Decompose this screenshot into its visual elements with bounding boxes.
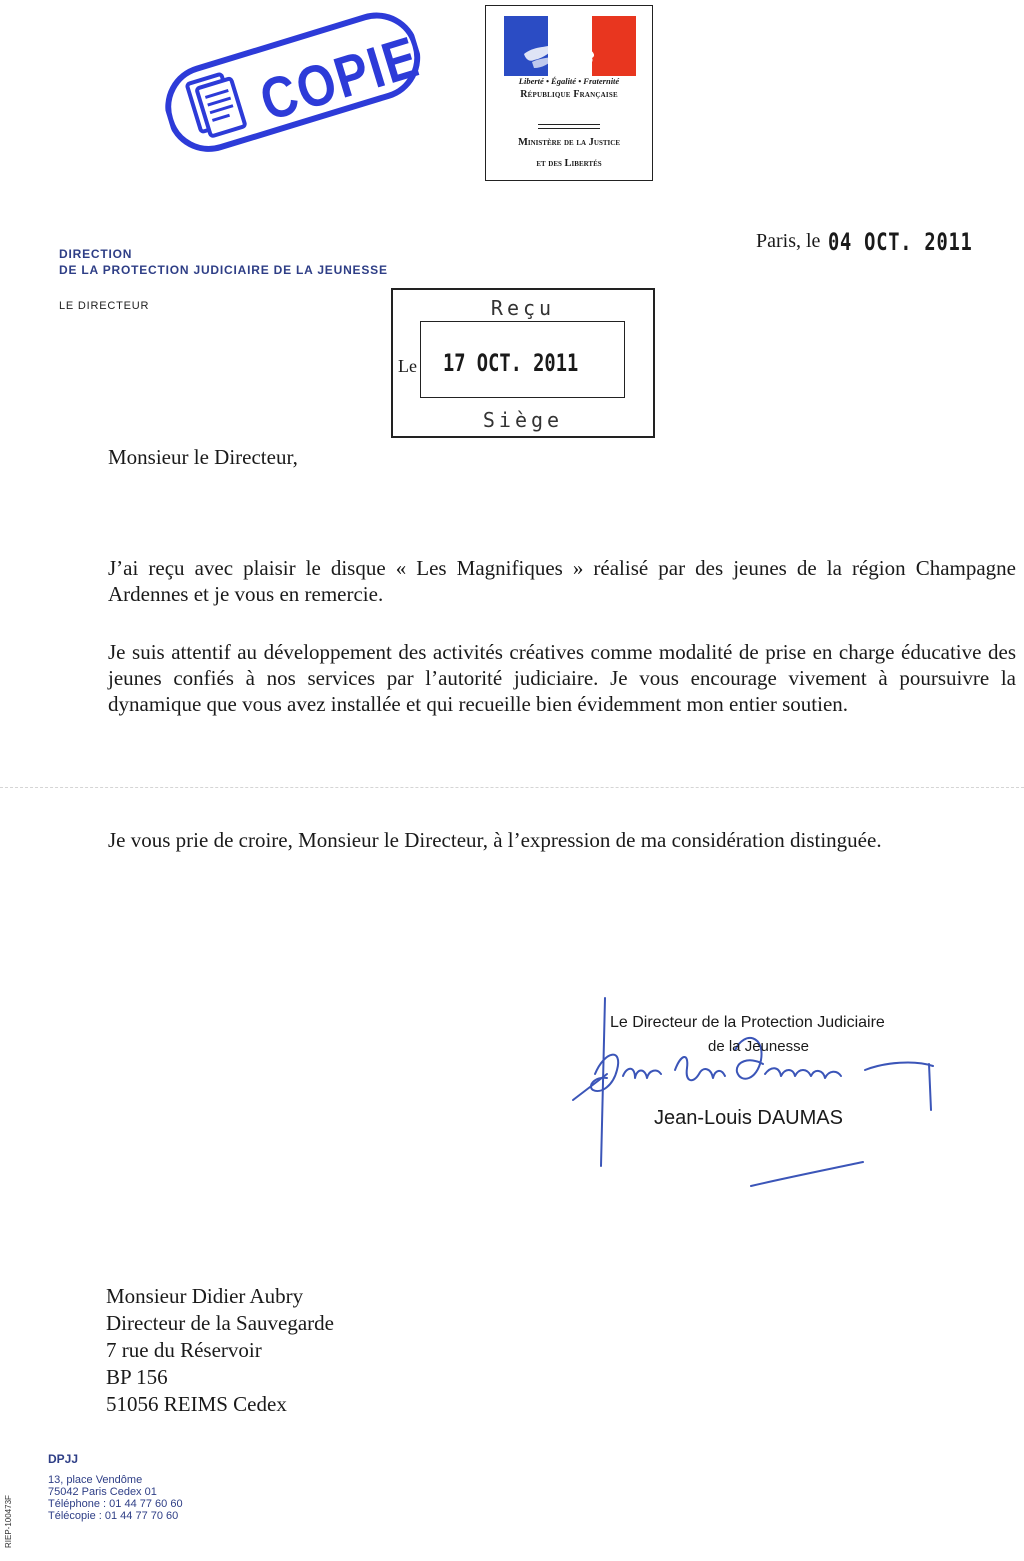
salutation: Monsieur le Directeur, [108,445,298,469]
recipient-line2: Directeur de la Sauvegarde [106,1311,334,1335]
recipient-line4: BP 156 [106,1365,168,1389]
recipient-line1: Monsieur Didier Aubry [106,1284,304,1308]
office-title: LE DIRECTEUR [59,300,150,312]
footer-phone: Téléphone : 01 44 77 60 60 [48,1498,183,1510]
date-place: Paris, le [756,230,821,252]
received-stamp-prefix: Le [398,356,417,376]
footer-org: DPJJ [48,1452,79,1466]
paragraph-1: J’ai reçu avec plaisir le disque « Les Magnifiques » réalisé par des jeunes de la région Champagne Ardennes et je vous en remercie. [108,556,1016,606]
document-icon [187,71,246,138]
department-line1: DIRECTION [59,247,133,261]
logo-ministry-line2: et des Libertés [536,158,602,169]
signature-title-line1: Le Directeur de la Protection Judiciaire [610,1014,885,1031]
signatory-name: Jean-Louis DAUMAS [654,1107,843,1129]
logo-divider [538,128,600,129]
recipient-line5: 51056 REIMS Cedex [106,1392,287,1416]
signature-title-line2: de la Jeunesse [708,1038,809,1055]
received-stamp [391,288,655,438]
marianne-flag-icon [504,16,636,76]
date-stamp: 04 OCT. 2011 [828,228,974,256]
footer-address [48,1474,183,1522]
department-line2: DE LA PROTECTION JUDICIAIRE DE LA JEUNESSE [59,263,388,277]
received-stamp-footer: Siège [482,408,564,432]
date-line [756,228,1014,256]
recipient-address [106,1283,334,1418]
footer-address1: 13, place Vendôme [48,1474,143,1486]
fold-line [0,787,1024,788]
paragraph-2: Je suis attentif au développement des activités créatives comme modalité de prise en charge éducative des jeunes confiés à nos services par l’autorité judiciaire. Je vous encourage vivement à poursuivre la dynamique que vous avez installée et qui recueille bien évidemment mon entier soutien. [108,640,1016,716]
copie-stamp [150,0,434,175]
copie-stamp-text: COPIE [252,24,427,134]
recipient-line3: 7 rue du Réservoir [106,1338,262,1362]
footer-fax: Télécopie : 01 44 77 70 60 [48,1510,179,1522]
logo-divider [538,124,600,125]
marianne-logo [485,5,653,181]
side-reference-code: RIEP-100473F [4,1495,13,1548]
received-stamp-date: 17 OCT. 2011 [443,349,579,377]
received-stamp-title: Reçu [490,296,556,320]
logo-ministry-line1: Ministère de la Justice [517,137,620,148]
closing: Je vous prie de croire, Monsieur le Directeur, à l’expression de ma considération distinguée. [108,828,882,852]
logo-motto: Liberté • Égalité • Fraternité [518,76,620,86]
logo-republic: République Française [520,89,618,100]
footer-address2: 75042 Paris Cedex 01 [48,1486,157,1498]
